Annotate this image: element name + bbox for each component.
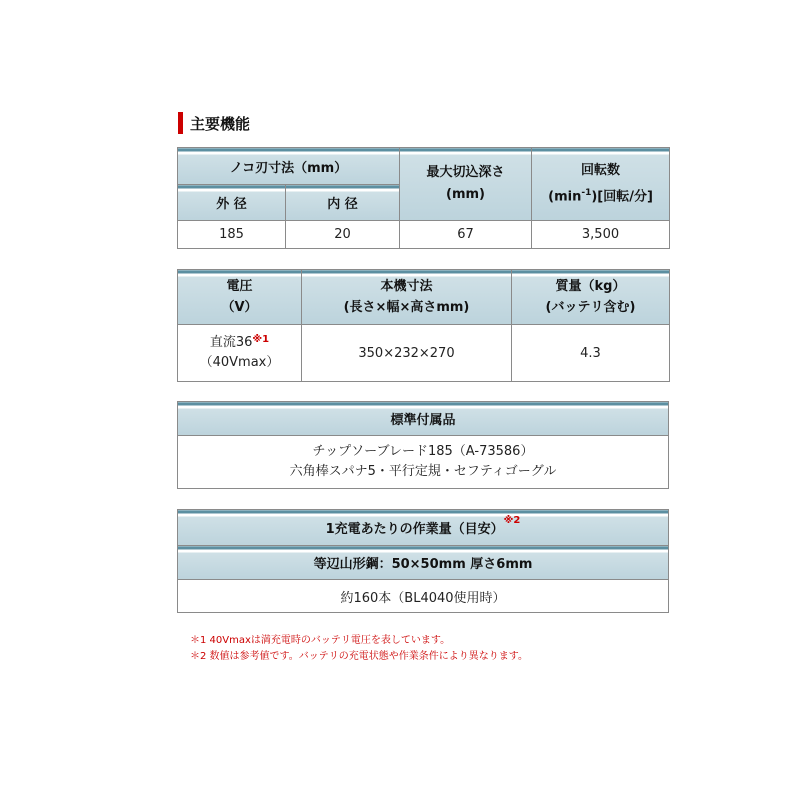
- cut-depth-label: 最大切込深さ: [426, 165, 505, 180]
- title-accent-bar: [178, 112, 183, 134]
- voltage-unit: （V）: [221, 300, 258, 315]
- rpm-value: 3,500: [532, 221, 670, 249]
- voltage-value-max: （40Vmax）: [199, 355, 280, 370]
- dimensions-header: [302, 270, 512, 325]
- section-title-text: 主要機能: [190, 114, 251, 133]
- dimensions-label: 本機寸法: [380, 279, 433, 294]
- accessories-table: [177, 401, 669, 489]
- mass-value: 4.3: [512, 325, 670, 382]
- footnote-2: ＊2 数値は参考値です。バッテリの充電状態や作業条件により異なります。: [190, 651, 528, 662]
- workload-value: 約160本（BL4040使用時）: [178, 580, 669, 613]
- voltage-value: 直流36$^{※1}$ （40Vmax）: [178, 325, 302, 382]
- mass-header: [512, 270, 670, 325]
- rpm-label: 回転数: [581, 162, 621, 178]
- workload-header: 1充電あたりの作業量（目安）$^{※2}$: [178, 510, 669, 546]
- accessories-list: [178, 436, 669, 489]
- cut-depth-header: [400, 148, 532, 221]
- workload-footnote-mark: ※2: [503, 515, 521, 526]
- mass-label: 質量（kg）: [555, 279, 626, 294]
- spec-table-blade: [177, 147, 670, 249]
- rpm-header: [532, 148, 670, 221]
- accessory-line-1: チップソーブレード185（A-73586）: [312, 444, 534, 459]
- cut-depth-unit: (mm): [446, 187, 485, 202]
- footnote-1: ＊1 40Vmaxは満充電時のバッテリ電圧を表しています。: [190, 635, 451, 646]
- mass-note: (バッテリ含む): [545, 300, 636, 315]
- voltage-label: 電圧: [226, 279, 253, 294]
- rpm-unit: $(\min^{-1})$[回転/分]: [548, 187, 653, 205]
- outer-diameter-value: 185: [178, 221, 286, 249]
- dimensions-unit: (長さ×幅×高さmm): [343, 300, 470, 315]
- voltage-header: [178, 270, 302, 325]
- footnotes: [190, 633, 528, 665]
- inner-diameter-value: 20: [286, 221, 400, 249]
- inner-diameter-header: 内 径: [286, 185, 400, 221]
- accessories-header: 標準付属品: [178, 402, 669, 436]
- workload-subheader: 等辺山形鋼：50×50mm 厚さ6mm: [178, 546, 669, 580]
- cut-depth-value: 67: [400, 221, 532, 249]
- spec-table-body: [177, 269, 670, 382]
- workload-table: [177, 509, 669, 613]
- section-title: [178, 112, 250, 134]
- dimensions-value: 350×232×270: [302, 325, 512, 382]
- voltage-footnote-mark: ※1: [252, 334, 270, 345]
- outer-diameter-header: 外 径: [178, 185, 286, 221]
- blade-size-header: ノコ刃寸法（mm）: [178, 148, 400, 185]
- accessory-line-2: 六角棒スパナ5・平行定規・セフティゴーグル: [289, 464, 557, 479]
